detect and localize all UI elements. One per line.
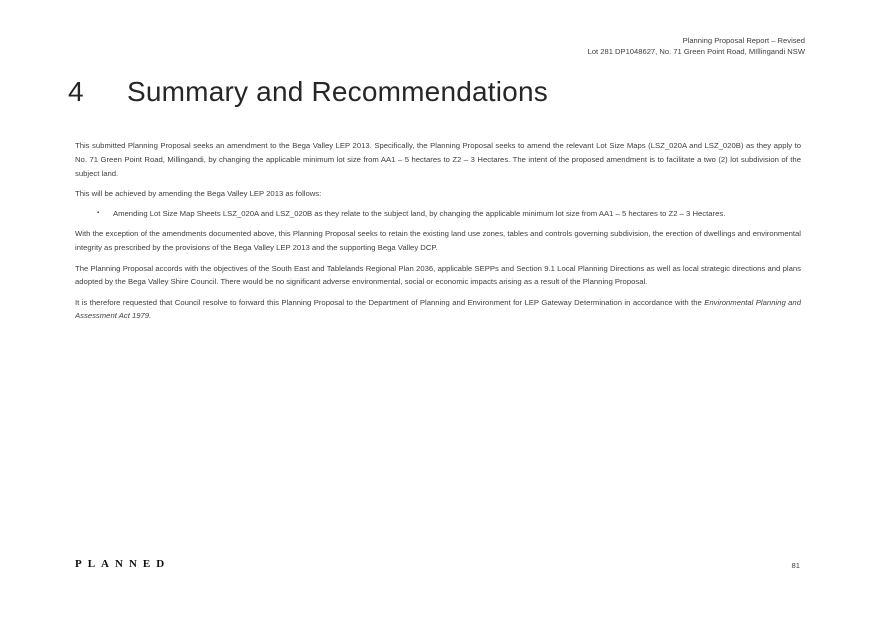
header-line-lot-address: Lot 281 DP1048627, No. 71 Green Point Road, MIllingandi NSW [587,46,805,56]
paragraph-exceptions: With the exception of the amendments documented above, this Planning Proposal seeks to retain the existing land use zones, tables and controls governing subdivision, the erection of dwellings and environmental integrity as prescribed by the provisions of the Bega Valley LEP 2013 and the supporting Bega Valley DCP. [75,229,801,253]
bullet-item [75,207,801,221]
act-title-italic: Environmental Planning and Assessment Act 1979. [75,297,801,321]
section-heading [68,76,805,108]
document-body [75,139,801,330]
paragraph-accords: The Planning Proposal accords with the objectives of the South East and Tablelands Regional Plan 2036, applicable SEPPs and Section 9.1 Local Planning Directions as well as local strategic directions and plans adopted by the Bega Valley Shire Council. There would be no significant adverse environmental, social or economic impacts arising as a result of the Planning Proposal. [75,263,801,287]
bullet-square-icon: ▪ [97,210,100,217]
paragraph-request [75,296,801,324]
paragraph-achieved-by: This will be achieved by amending the Bega Valley LEP 2013 as follows: [75,188,322,198]
section-title: Summary and Recommendations [127,76,548,107]
header-line-report-title: Planning Proposal Report – Revised [682,36,805,45]
paragraph-request-text: It is therefore requested that Council resolve to forward this Planning Proposal to the Department of Planning and Environment for LEP Gateway Determination in accordance with the [75,297,705,307]
running-header [588,36,805,57]
section-number: 4 [68,76,84,107]
paragraph-intro: This submitted Planning Proposal seeks an amendment to the Bega Valley LEP 2013. Specifically, the Planning Proposal seeks to amend the relevant Lot Size Maps (LSZ_020A and LSZ_020B) as they apply to No. 71 Green Point Road, Millingandi, by changing the applicable minimum lot size from AA1 – 5 hectares to Z2 – 3 Hectares. The intent of the proposed amendment is to facilitate a two (2) lot subdivision of the subject land. [75,141,801,178]
bullet-text: Amending Lot Size Map Sheets LSZ_020A and LSZ_020B as they relate to the subject land, by changing the applicable minimum lot size from AA1 – 5 hectares to Z2 – 3 Hectares. [113,209,726,219]
page-number: 81 [791,561,800,570]
planned-logo: PLANNED [75,558,171,570]
